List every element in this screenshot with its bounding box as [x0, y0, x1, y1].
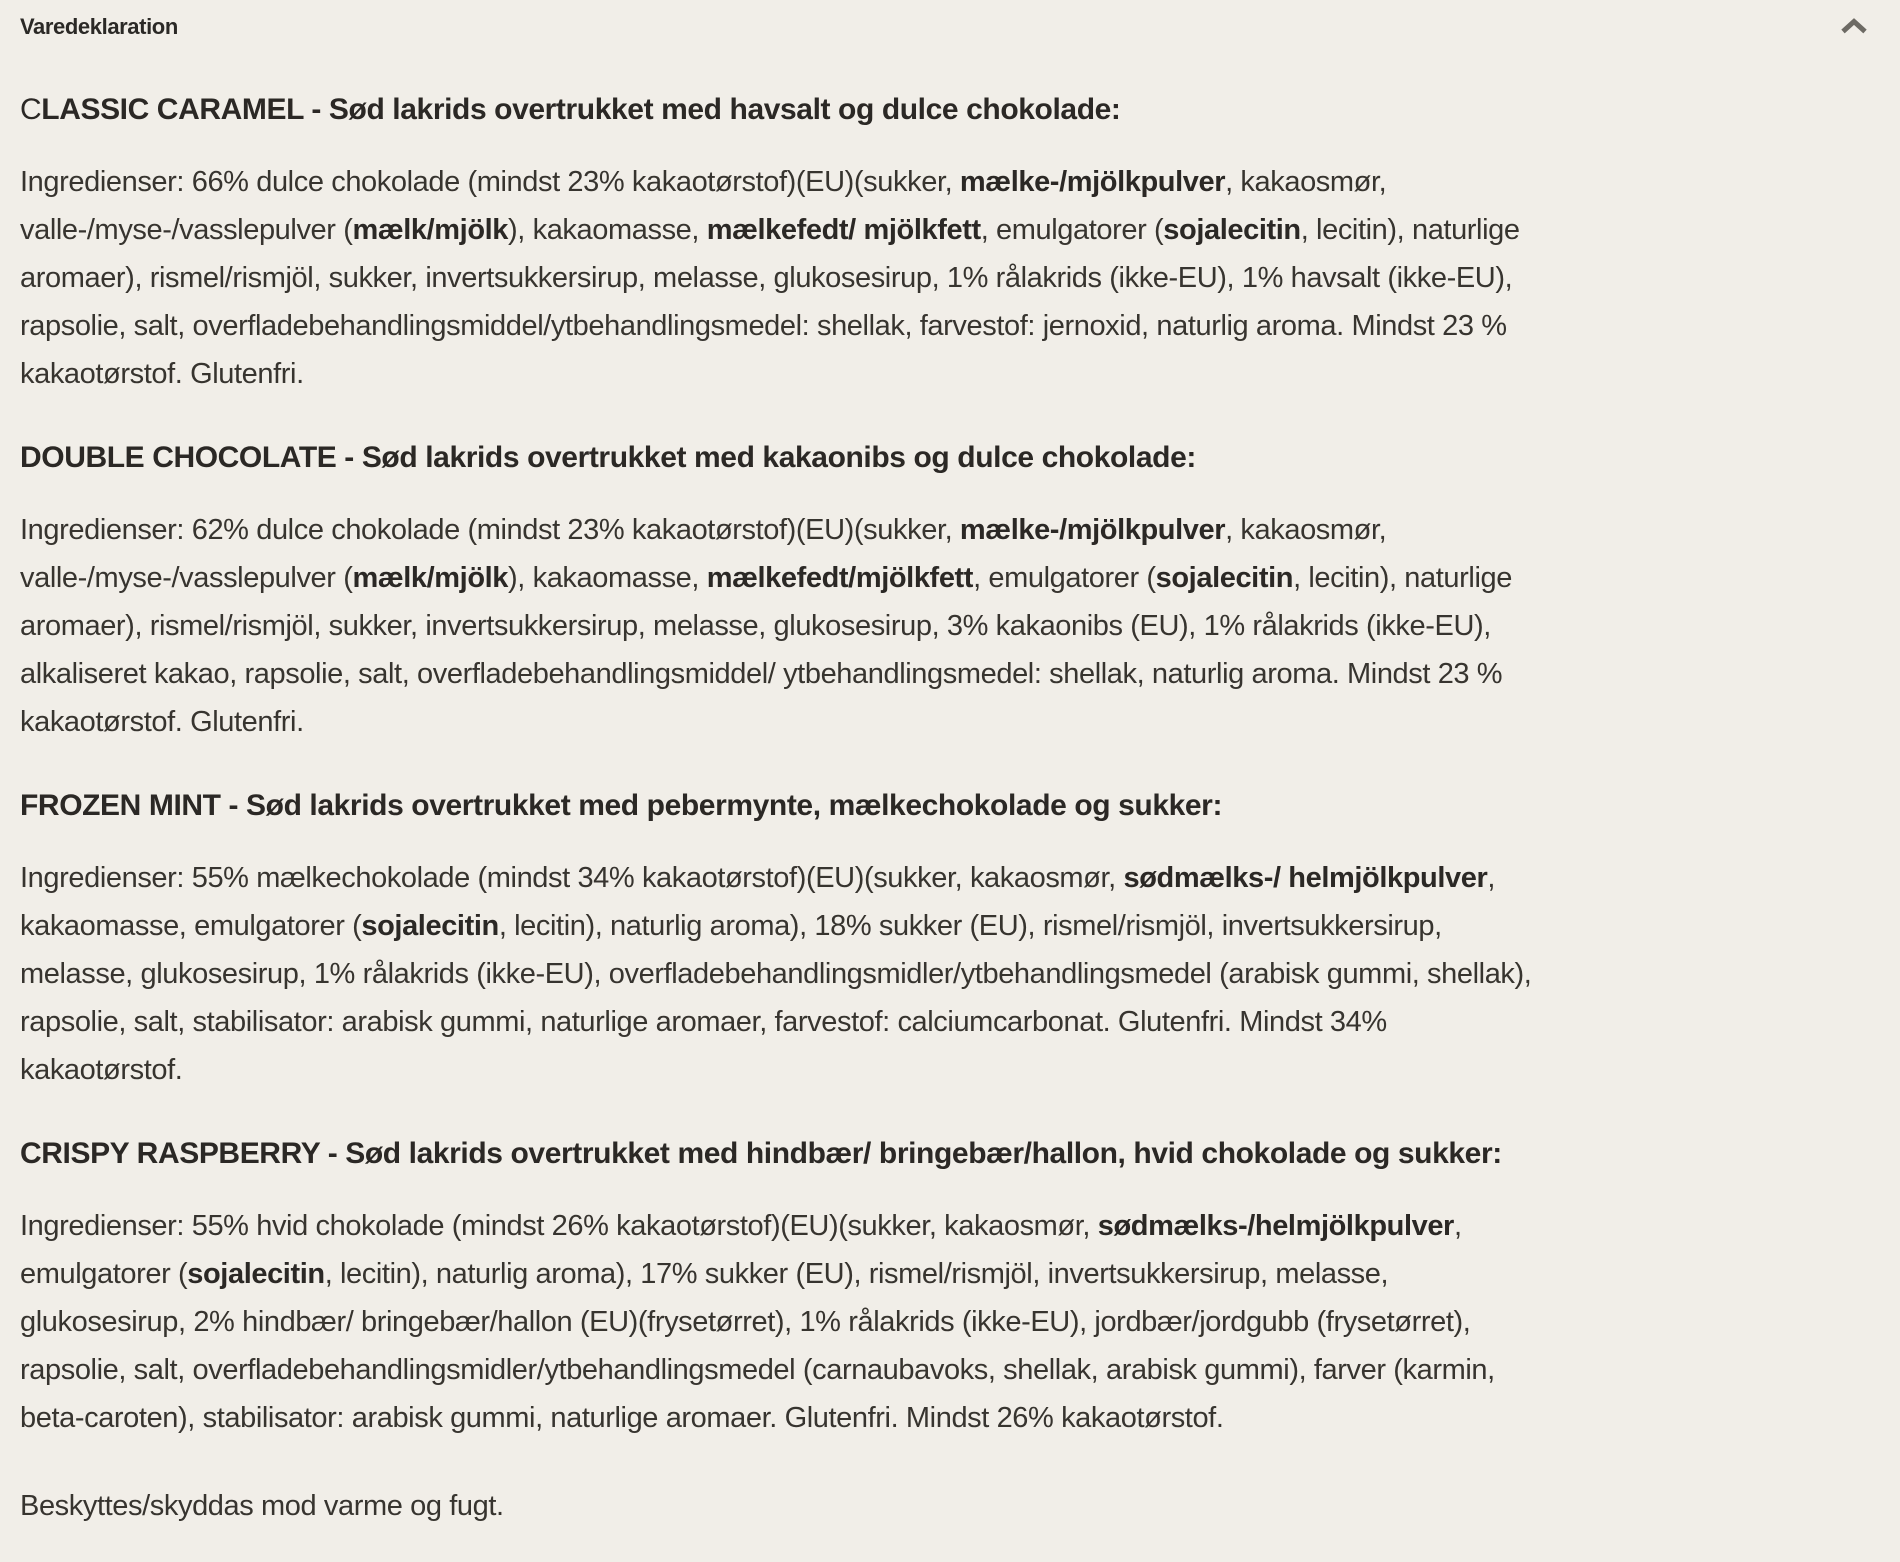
- heading-text: DOUBLE CHOCOLATE - Sød lakrids overtrukket med kakaonibs og dulce chokolade:: [20, 441, 1196, 474]
- ingredient-text: , emulgatorer (: [20, 1210, 1462, 1290]
- product-section-classic-caramel: [20, 90, 1550, 398]
- product-heading: [20, 1134, 1550, 1174]
- storage-note: Beskyttes/skyddas mod varme og fugt.: [20, 1490, 504, 1522]
- accordion-content: [20, 90, 1550, 1530]
- ingredient-emphasis: mælk/mjölk: [352, 214, 509, 246]
- product-section-double-chocolate: [20, 438, 1550, 746]
- ingredient-emphasis: mælkefedt/mjölkfett: [706, 562, 974, 594]
- ingredient-text: Ingredienser: 55% hvid chokolade (mindst 26% kakaotørstof)(EU)(sukker, kakaosmør,: [20, 1210, 1098, 1242]
- ingredients-paragraph: [20, 854, 1550, 1094]
- ingredient-text: , lecitin), naturlige aromaer), rismel/rismjöl, sukker, invertsukkersirup, melasse, glukosesirup, 1% rålakrids (ikke-EU), 1% havsalt (ikke-EU), rapsolie, salt, overfladebehandlingsmiddel/ytbehandlingsmedel: shellak, farvestof: jernoxid, naturlig aroma. Mindst 23 % kakaotørstof. Glutenfri.: [20, 214, 1520, 390]
- ingredient-text: Ingredienser: 62% dulce chokolade (mindst 23% kakaotørstof)(EU)(sukker,: [20, 514, 960, 546]
- ingredient-emphasis: sojalecitin: [1163, 214, 1301, 246]
- ingredient-emphasis: mælke-/mjölkpulver: [959, 514, 1226, 546]
- ingredient-text: , lecitin), naturlige aromaer), rismel/rismjöl, sukker, invertsukkersirup, melasse, glukosesirup, 3% kakaonibs (EU), 1% rålakrids (ikke-EU), alkaliseret kakao, rapsolie, salt, overfladebehandlingsmiddel/ ytbehandlingsmedel: shellak, naturlig aroma. Mindst 23 % kakaotørstof. Glutenfri.: [20, 562, 1512, 738]
- ingredient-text: , emulgatorer (: [980, 214, 1164, 246]
- ingredient-emphasis: mælke-/mjölkpulver: [959, 166, 1226, 198]
- ingredient-emphasis: sødmælks-/helmjölkpulver: [1097, 1210, 1454, 1242]
- accordion-title: Varedeklaration: [20, 14, 178, 39]
- ingredient-emphasis: sojalecitin: [1155, 562, 1294, 594]
- chevron-up-stroke: [1843, 22, 1865, 32]
- product-section-crispy-raspberry: [20, 1134, 1550, 1442]
- ingredient-text: ), kakaomasse,: [508, 562, 707, 594]
- collapse-button[interactable]: [1834, 12, 1874, 37]
- product-heading: [20, 438, 1550, 478]
- ingredient-emphasis: sojalecitin: [361, 910, 499, 942]
- ingredient-text: ), kakaomasse,: [508, 214, 707, 246]
- ingredient-text: , emulgatorer (: [973, 562, 1156, 594]
- product-heading: [20, 90, 1550, 130]
- ingredient-emphasis: sødmælks-/ helmjölkpulver: [1123, 862, 1488, 894]
- ingredient-text: , kakaosmør, valle-/myse-/vasslepulver (: [20, 166, 1387, 246]
- product-section-frozen-mint: [20, 786, 1550, 1094]
- chevron-up-icon: [1840, 23, 1868, 38]
- ingredient-text: , kakaomasse, emulgatorer (: [20, 862, 1496, 942]
- ingredient-emphasis: sojalecitin: [187, 1258, 325, 1290]
- ingredient-emphasis: mælk/mjölk: [352, 562, 509, 594]
- ingredient-emphasis: mælkefedt/ mjölkfett: [706, 214, 981, 246]
- ingredient-text: , lecitin), naturlig aroma), 18% sukker (EU), rismel/rismjöl, invertsukkersirup, melasse, glukosesirup, 1% rålakrids (ikke-EU), overfladebehandlingsmidler/ytbehandlingsmedel (arabisk gummi, shellak), rapsolie, salt, stabilisator: arabisk gummi, naturlige aromaer, farvestof: calciumcarbonat. Glutenfri. Mindst 34% kakaotørstof.: [20, 910, 1532, 1086]
- heading-text: CRISPY RASPBERRY - Sød lakrids overtrukket med hindbær/ bringebær/hallon, hvid chokolade og sukker:: [20, 1137, 1502, 1170]
- heading-lead-char: C: [20, 93, 42, 126]
- heading-text: LASSIC CARAMEL - Sød lakrids overtrukket med havsalt og dulce chokolade:: [41, 93, 1121, 126]
- varedeklaration-accordion-header[interactable]: [20, 12, 1878, 42]
- ingredients-paragraph: [20, 1202, 1550, 1442]
- ingredient-text: , kakaosmør, valle-/myse-/vasslepulver (: [20, 514, 1387, 594]
- ingredients-paragraph: [20, 506, 1550, 746]
- product-heading: [20, 786, 1550, 826]
- ingredient-text: , lecitin), naturlig aroma), 17% sukker (EU), rismel/rismjöl, invertsukkersirup, melasse, glukosesirup, 2% hindbær/ bringebær/hallon (EU)(frysetørret), 1% rålakrids (ikke-EU), jordbær/jordgubb (frysetørret), rapsolie, salt, overfladebehandlingsmidler/ytbehandlingsmedel (carnaubavoks, shellak, arabisk gummi), farver (karmin, beta-caroten), stabilisator: arabisk gummi, naturlige aromaer. Glutenfri. Mindst 26% kakaotørstof.: [20, 1258, 1495, 1434]
- ingredient-text: Ingredienser: 66% dulce chokolade (mindst 23% kakaotørstof)(EU)(sukker,: [20, 166, 960, 198]
- ingredients-paragraph: [20, 158, 1550, 398]
- ingredient-text: Ingredienser: 55% mælkechokolade (mindst 34% kakaotørstof)(EU)(sukker, kakaosmør,: [20, 862, 1124, 894]
- heading-text: FROZEN MINT - Sød lakrids overtrukket med pebermynte, mælkechokolade og sukker:: [20, 789, 1223, 822]
